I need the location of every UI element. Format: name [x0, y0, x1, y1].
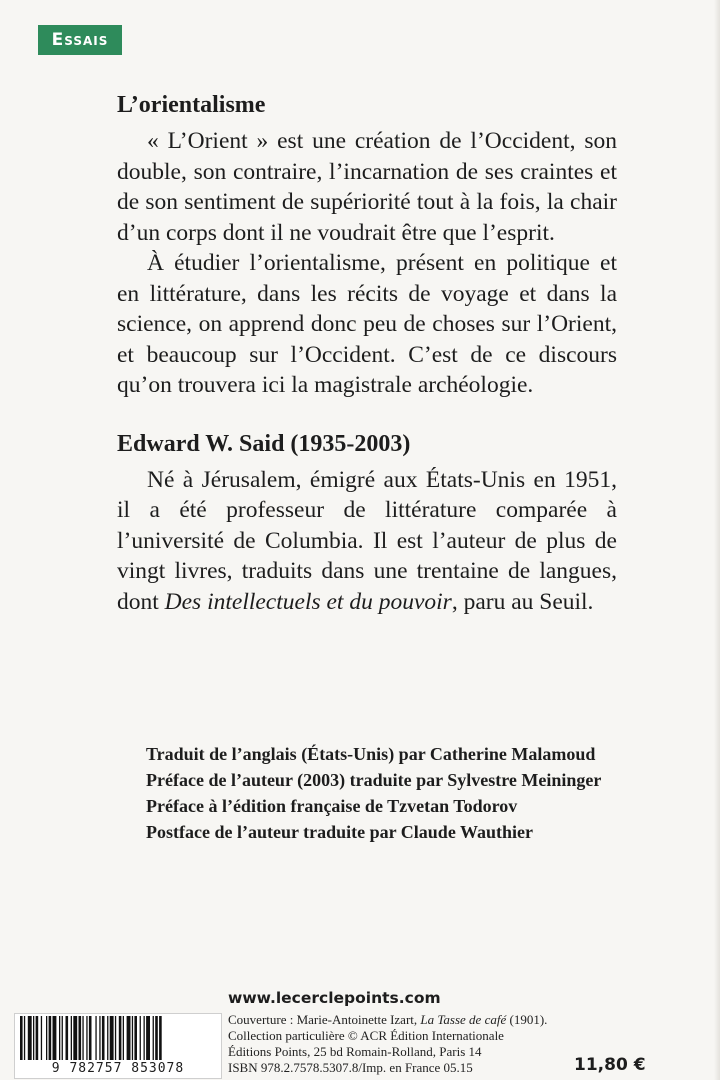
cover-credit-suffix: (1901). — [506, 1012, 548, 1027]
credit-line: Postface de l’auteur traduite par Claude Wauthier — [146, 822, 533, 842]
author-bio-paragraph — [117, 465, 617, 618]
summary-paragraph-2: À étudier l’orientalisme, présent en politique et en littérature, dans les récits de voyage et dans la science, on apprend donc peu de choses sur l’Orient, et beaucoup sur l’Occident. C’est de ce discours qu’on trouvera ici la magistrale archéologie. — [117, 250, 617, 398]
cover-artwork-title: La Tasse de café — [420, 1012, 507, 1027]
barcode-digits: 9 782757 853078 — [51, 1061, 185, 1076]
cover-credit-prefix: Couverture : Marie-Antoinette Izart, — [228, 1012, 421, 1027]
fine-print-line: ISBN 978.2.7578.5307.8/Imp. en France 05.15 — [228, 1060, 473, 1075]
fine-print-line: Éditions Points, 25 bd Romain-Rolland, Paris 14 — [228, 1044, 482, 1059]
cover-edge-shadow — [714, 0, 720, 1080]
publisher-website: www.lecerclepoints.com — [228, 989, 441, 1007]
back-cover-text — [117, 90, 617, 617]
section-heading-author: Edward W. Said (1935-2003) — [117, 430, 411, 457]
barcode-icon — [18, 1016, 218, 1060]
summary-paragraph-1: « L’Orient » est une création de l’Occident, son double, son contraire, l’incarnation de ses craintes et de son sentiment de supériorité tout à la fois, la chair d’un corps dont il ne voudrait être que l’esprit. — [117, 128, 617, 246]
price-label: 11,80 € — [574, 1055, 646, 1075]
series-tag-essais — [38, 25, 122, 55]
author-bio-text-end: , paru au Seuil. — [451, 588, 594, 615]
author-bio-book-title: Des intellectuels et du pouvoir — [164, 588, 452, 615]
translation-credits — [146, 741, 626, 845]
cover-credit — [228, 1012, 598, 1028]
series-tag-label: Essais — [51, 30, 109, 50]
legal-fine-print — [228, 1012, 598, 1076]
credit-line: Préface à l’édition française de Tzvetan Todorov — [146, 796, 518, 816]
credit-line: Traduit de l’anglais (États-Unis) par Catherine Malamoud — [146, 744, 596, 764]
author-bio-text: Né à Jérusalem, émigré aux États-Unis en 1951, il a été professeur de littérature comparée à l’université de Columbia. Il est l’auteur de plus de vingt livres, traduits dans une trentaine de langues, dont — [117, 466, 617, 615]
section-heading-orientalisme: L’orientalisme — [117, 92, 266, 118]
isbn-barcode — [14, 1013, 222, 1079]
credit-line: Préface de l’auteur (2003) traduite par Sylvestre Meininger — [146, 770, 602, 790]
fine-print-line: Collection particulière © ACR Édition Internationale — [228, 1028, 504, 1043]
